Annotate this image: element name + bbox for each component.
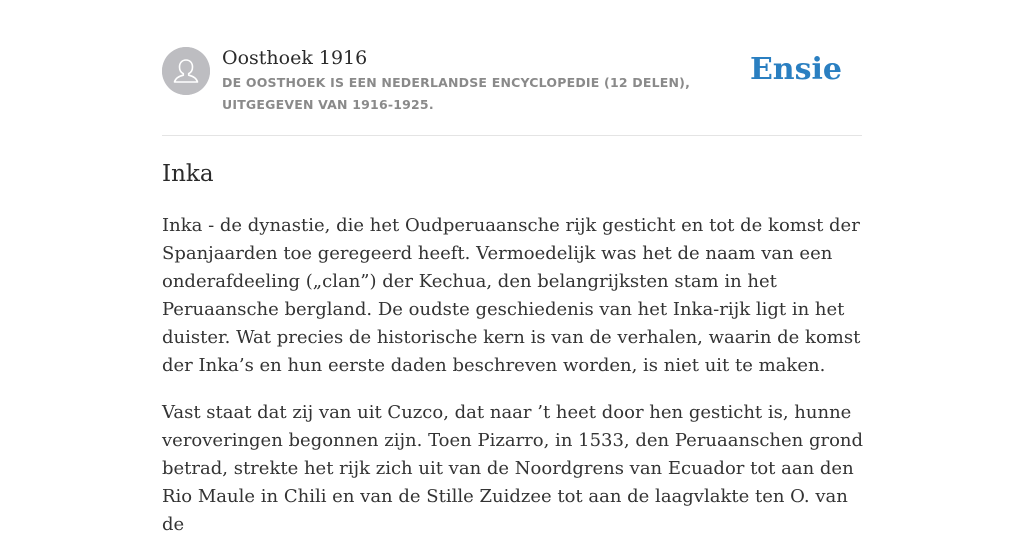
- source-description: DE OOSTHOEK IS EEN NEDERLANDSE ENCYCLOPEDIE (12 DELEN), UITGEGEVEN VAN 1916-1925.: [222, 75, 691, 112]
- user-avatar-icon: [162, 47, 210, 95]
- article-body: [162, 212, 864, 558]
- source-header: [162, 46, 862, 136]
- header-divider: [162, 135, 862, 136]
- article-paragraph: Vast staat dat zij van uit Cuzco, dat naar ’t heet door hen gesticht is, hunne veroveringen begonnen zijn. Toen Pizarro, in 1533, den Peruaanschen grond betrad, strekte het rijk zich uit van de Noordgrens van Ecuador tot aan den Rio Maule in Chili en van de Stille Zuidzee tot aan de laagvlakte ten O. van de: [162, 402, 864, 535]
- article-title: Inka: [162, 161, 214, 187]
- article-paragraph: Inka - de dynastie, die het Oudperuaansche rijk gesticht en tot de komst der Spanjaarden toe geregeerd heeft. Vermoedelijk was het de naam van een onderafdeeling („clan”) der Kechua, den belangrijksten stam in het Peruaansche bergland. De oudste geschiedenis van het Inka-rijk ligt in het duister. Wat precies de historische kern is van de verhalen, waarin de komst der Inka’s en hun eerste daden beschreven worden, is niet uit te maken.: [162, 215, 861, 376]
- ensie-logo[interactable]: Ensie: [749, 52, 842, 87]
- source-title[interactable]: Oosthoek 1916: [222, 47, 368, 69]
